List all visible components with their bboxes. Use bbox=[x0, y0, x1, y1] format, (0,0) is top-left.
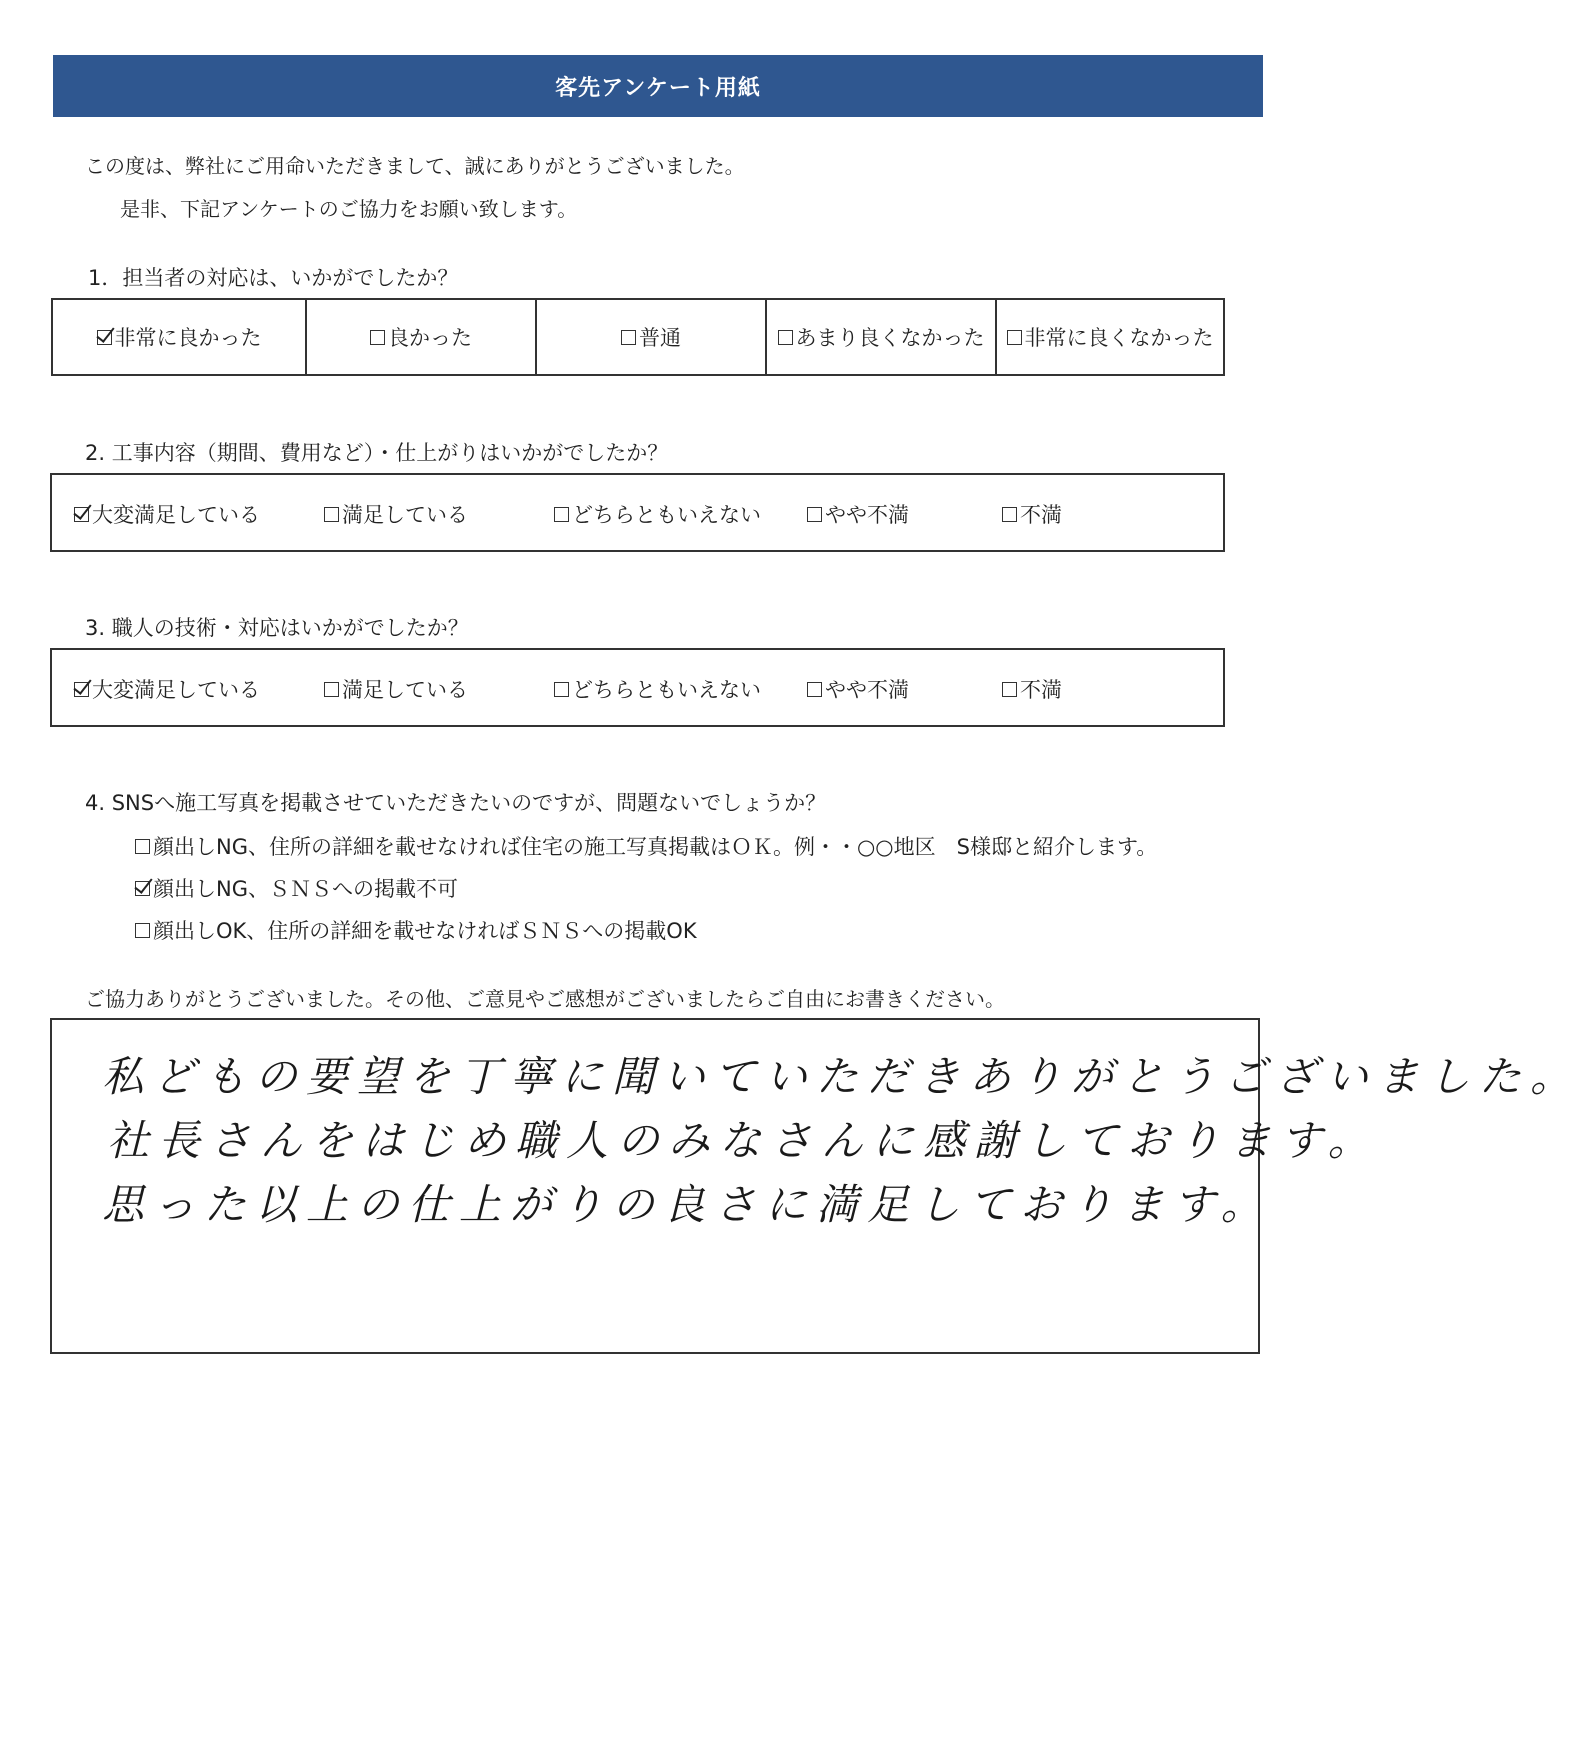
option-label: やや不満 bbox=[825, 503, 909, 527]
q4-option-face-ok[interactable] bbox=[135, 915, 697, 945]
question-1-options bbox=[51, 298, 1225, 376]
checkbox-icon[interactable] bbox=[135, 839, 150, 854]
option-label: やや不満 bbox=[825, 678, 909, 702]
q1-option-very-good[interactable] bbox=[53, 300, 307, 374]
option-label: 大変満足している bbox=[92, 503, 260, 527]
question-3-label: 3. 職人の技術・対応はいかがでしたか？ bbox=[85, 616, 469, 640]
q1-option-not-good[interactable] bbox=[767, 300, 997, 374]
checkbox-icon[interactable] bbox=[324, 507, 339, 522]
option-label: どちらともいえない bbox=[572, 678, 761, 702]
intro-line-2: 是非、下記アンケートのご協力をお願い致します。 bbox=[120, 197, 578, 221]
q2-option-dissatisfied[interactable] bbox=[1002, 499, 1062, 529]
option-label: 非常に良くなかった bbox=[1024, 326, 1214, 350]
q3-option-dissatisfied[interactable] bbox=[1002, 674, 1062, 704]
checkbox-icon[interactable] bbox=[778, 330, 793, 345]
form-title: 客先アンケート用紙 bbox=[555, 75, 761, 101]
checkbox-checked-icon[interactable] bbox=[74, 682, 89, 697]
checkbox-icon[interactable] bbox=[554, 507, 569, 522]
q2-option-somewhat-dissatisfied[interactable] bbox=[807, 499, 909, 529]
q4-option-face-ng-sns-ng[interactable] bbox=[135, 873, 458, 903]
form-title-bar bbox=[53, 55, 1263, 117]
option-label: 満足している bbox=[342, 678, 468, 702]
option-label: 顔出しOK、住所の詳細を載せなければＳＮＳへの掲載OK bbox=[153, 919, 697, 943]
checkbox-icon[interactable] bbox=[1007, 330, 1022, 345]
q3-option-satisfied[interactable] bbox=[324, 674, 468, 704]
option-label: 非常に良かった bbox=[114, 326, 262, 350]
checkbox-icon[interactable] bbox=[554, 682, 569, 697]
question-2-label: 2. 工事内容（期間、費用など）・仕上がりはいかがでしたか？ bbox=[85, 441, 669, 465]
checkbox-icon[interactable] bbox=[324, 682, 339, 697]
q4-option-face-ng-address-ok[interactable] bbox=[135, 831, 1157, 861]
option-label: 顔出しNG、住所の詳細を載せなければ住宅の施工写真掲載はＯＫ。例・・○○地区 S様邸と紹介します。 bbox=[153, 835, 1158, 859]
checkbox-checked-icon[interactable] bbox=[135, 881, 150, 896]
q1-option-good[interactable] bbox=[307, 300, 537, 374]
handwritten-line-1: 私どもの要望を丁寧に聞いていただきありがとうございました。 bbox=[102, 1052, 1581, 1101]
checkbox-checked-icon[interactable] bbox=[97, 330, 112, 345]
question-4-label: 4. SNSへ施工写真を掲載させていただきたいのですが、問題ないでしょうか？ bbox=[85, 791, 827, 815]
question-2-options bbox=[50, 473, 1225, 552]
checkbox-icon[interactable] bbox=[807, 682, 822, 697]
comments-prompt: ご協力ありがとうございました。その他、ご意見やご感想がございましたらご自由にお書きください。 bbox=[85, 987, 1005, 1011]
q1-option-average[interactable] bbox=[537, 300, 767, 374]
option-label: 満足している bbox=[342, 503, 468, 527]
checkbox-icon[interactable] bbox=[807, 507, 822, 522]
q2-option-very-satisfied[interactable] bbox=[74, 499, 260, 529]
checkbox-icon[interactable] bbox=[1002, 682, 1017, 697]
checkbox-icon[interactable] bbox=[621, 330, 636, 345]
intro-line-1: この度は、弊社にご用命いただきまして、誠にありがとうございました。 bbox=[85, 154, 745, 178]
option-label: 不満 bbox=[1020, 503, 1062, 527]
q3-option-somewhat-dissatisfied[interactable] bbox=[807, 674, 909, 704]
q2-option-neutral[interactable] bbox=[554, 499, 761, 529]
checkbox-checked-icon[interactable] bbox=[74, 507, 89, 522]
question-3-options bbox=[50, 648, 1225, 727]
q3-option-very-satisfied[interactable] bbox=[74, 674, 260, 704]
handwritten-line-3: 思った以上の仕上がりの良さに満足しております。 bbox=[102, 1180, 1272, 1229]
checkbox-icon[interactable] bbox=[135, 923, 150, 938]
checkbox-icon[interactable] bbox=[370, 330, 385, 345]
option-label: 良かった bbox=[388, 326, 472, 350]
comments-textarea[interactable] bbox=[50, 1018, 1581, 1354]
question-1-label: 1．担当者の対応は、いかがでしたか？ bbox=[88, 266, 459, 290]
q3-option-neutral[interactable] bbox=[554, 674, 761, 704]
q1-option-very-bad[interactable] bbox=[997, 300, 1223, 374]
option-label: 不満 bbox=[1020, 678, 1062, 702]
handwritten-line-2: 社長さんをはじめ職人のみなさんに感謝しております。 bbox=[107, 1116, 1379, 1165]
q2-option-satisfied[interactable] bbox=[324, 499, 468, 529]
option-label: どちらともいえない bbox=[572, 503, 761, 527]
option-label: 大変満足している bbox=[92, 678, 260, 702]
option-label: 顔出しNG、ＳＮＳへの掲載不可 bbox=[153, 877, 458, 901]
option-label: 普通 bbox=[639, 326, 681, 350]
checkbox-icon[interactable] bbox=[1002, 507, 1017, 522]
option-label: あまり良くなかった bbox=[795, 326, 985, 350]
